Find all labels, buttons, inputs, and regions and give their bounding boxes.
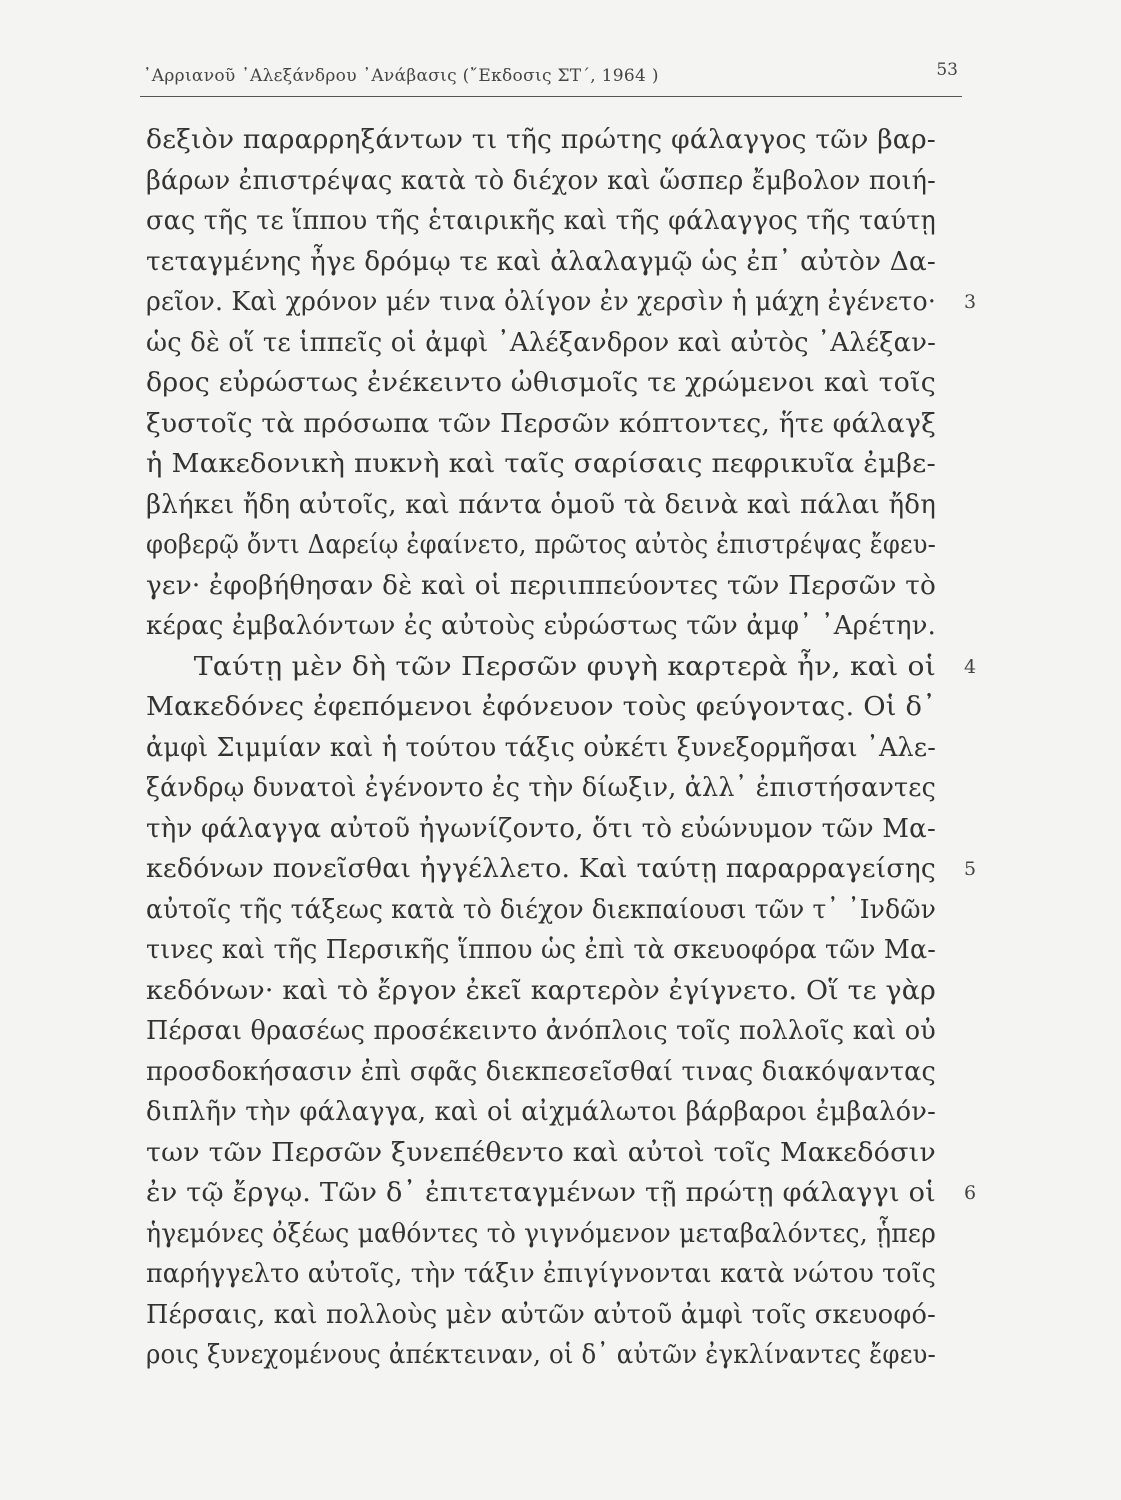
running-title: ᾿Αρριανοῦ ᾿Αλεξάνδρου ᾿Ανάβασις (῎Εκδοσις ΣΤ΄, 1964 ) (143, 66, 659, 86)
text-line (146, 444, 966, 485)
text-line (146, 201, 966, 242)
section-number: 6 (964, 1182, 977, 1204)
text-line (146, 485, 966, 526)
line-text: τινες καὶ τῆς Περσικῆς ἵππου ὡς ἐπὶ τὰ σκευοφόρα τῶν Μα- (146, 935, 936, 965)
text-line (146, 890, 966, 931)
line-text: ρεῖον. Καὶ χρόνον μέν τινα ὀλίγον ἐν χερσὶν ἡ μάχη ἐγένετο· (146, 287, 936, 317)
text-line (146, 120, 966, 161)
line-text: γεν· ἐφοβήθησαν δὲ καὶ οἱ περιιππεύοντες τῶν Περσῶν τὸ (146, 570, 936, 601)
line-text: ἡγεμόνες ὀξέως μαθόντες τὸ γιγνόμενον μεταβαλόντες, ᾗπερ (146, 1218, 936, 1249)
text-line (146, 728, 966, 769)
text-line (146, 566, 966, 607)
text-line (146, 1052, 966, 1093)
line-text: ὡς δὲ οἵ τε ἱππεῖς οἱ ἀμφὶ ᾿Αλέξανδρον καὶ αὐτὸς ᾿Αλέξαν- (146, 327, 936, 358)
line-text: τεταγμένης ἦγε δρόμῳ τε καὶ ἀλαλαγμῷ ὡς ἐπ᾿ αὐτὸν Δα- (146, 246, 936, 277)
text-line (146, 363, 966, 404)
text-line (146, 849, 977, 890)
line-text: κέρας ἐμβαλόντων ἐς αὐτοὺς εὐρώστως τῶν ἀμφ᾿ ᾿Αρέτην. (146, 611, 936, 641)
line-text: Πέρσαις, καὶ πολλοὺς μὲν αὐτῶν αὐτοῦ ἀμφὶ τοῖς σκευοφό- (146, 1299, 936, 1330)
body-text (146, 120, 977, 1376)
line-text: δρος εὐρώστως ἐνέκειντο ὠθισμοῖς τε χρώμενοι καὶ τοῖς (146, 368, 937, 398)
text-line (146, 606, 966, 647)
line-text: ἡ Μακεδονικὴ πυκνὴ καὶ ταῖς σαρίσαις πεφρικυῖα ἐμβε- (146, 449, 936, 479)
text-line (146, 647, 977, 688)
text-line (146, 1295, 966, 1336)
line-text: προσδοκήσασιν ἐπὶ σφᾶς διεκπεσεῖσθαί τινας διακόψαντας (146, 1056, 936, 1087)
header-rule (140, 96, 962, 97)
text-line (146, 809, 966, 850)
text-line (146, 1335, 966, 1376)
line-text: αὐτοῖς τῆς τάξεως κατὰ τὸ διέχον διεκπαίουσι τῶν τ᾿ ᾿Ινδῶν (146, 894, 936, 925)
text-line (146, 323, 966, 364)
text-line (146, 768, 966, 809)
line-text: παρήγγελτο αὐτοῖς, τὴν τάξιν ἐπιγίγνονται κατὰ νώτου τοῖς (146, 1259, 936, 1289)
line-text: ροις ξυνεχομένους ἀπέκτειναν, οἱ δ᾿ αὐτῶν ἐγκλίναντες ἔφευ- (146, 1340, 936, 1370)
line-text: βλήκει ἤδη αὐτοῖς, καὶ πάντα ὁμοῦ τὰ δεινὰ καὶ πάλαι ἤδη (146, 489, 936, 520)
line-text: ξυστοῖς τὰ πρόσωπα τῶν Περσῶν κόπτοντες, ἥτε φάλαγξ (146, 408, 936, 439)
line-text: βάρων ἐπιστρέψας κατὰ τὸ διέχον καὶ ὥσπερ ἔμβολον ποιή- (146, 165, 936, 196)
line-text: Ταύτῃ μὲν δὴ τῶν Περσῶν φυγὴ καρτερὰ ἦν, καὶ οἱ (193, 651, 937, 682)
line-text: ξάνδρῳ δυνατοὶ ἐγένοντο ἐς τὴν δίωξιν, ἀλλ᾿ ἐπιστήσαντες (146, 773, 936, 803)
line-text: κεδόνων πονεῖσθαι ἠγγέλλετο. Καὶ ταύτῃ παραρραγείσης (146, 854, 937, 884)
section-number: 4 (964, 655, 977, 678)
section-number: 5 (964, 858, 977, 880)
line-text: διπλῆν τὴν φάλαγγα, καὶ οἱ αἰχμάλωτοι βάρβαροι ἐμβαλόν- (146, 1097, 936, 1127)
line-text: Πέρσαι θρασέως προσέκειντο ἀνόπλοις τοῖς πολλοῖς καὶ οὐ (146, 1016, 936, 1046)
text-line (146, 282, 977, 323)
line-text: των τῶν Περσῶν ξυνεπέθεντο καὶ αὐτοὶ τοῖς Μακεδόσιν (146, 1137, 936, 1168)
line-text: κεδόνων· καὶ τὸ ἔργον ἐκεῖ καρτερὸν ἐγίγνετο. Οἵ τε γὰρ (146, 975, 936, 1006)
text-line (146, 1214, 966, 1255)
text-line (146, 930, 966, 971)
text-line (146, 525, 966, 566)
line-text: φοβερῷ ὄντι Δαρείῳ ἐφαίνετο, πρῶτος αὐτὸς ἐπιστρέψας ἔφευ- (146, 530, 936, 560)
line-text: ἀμφὶ Σιμμίαν καὶ ἡ τούτου τάξις οὐκέτι ξυνεξορμῆσαι ᾿Αλε- (146, 732, 936, 763)
text-line (146, 1173, 977, 1214)
text-line (146, 1092, 966, 1133)
line-text: δεξιὸν παραρρηξάντων τι τῆς πρώτης φάλαγγος τῶν βαρ- (146, 125, 936, 155)
text-line (146, 161, 966, 202)
section-number: 3 (964, 291, 977, 313)
text-line (146, 1133, 966, 1174)
text-line (146, 404, 966, 445)
page-number: 53 (936, 60, 958, 80)
text-line (146, 971, 966, 1012)
line-text: ἐν τῷ ἔργῳ. Τῶν δ᾿ ἐπιτεταγμένων τῇ πρώτῃ φάλαγγι οἱ (146, 1178, 936, 1208)
running-head (143, 60, 963, 96)
line-text: σας τῆς τε ἵππου τῆς ἑταιρικῆς καὶ τῆς φάλαγγος τῆς ταύτῃ (146, 206, 936, 236)
line-text: Μακεδόνες ἐφεπόμενοι ἐφόνευον τοὺς φεύγοντας. Οἱ δ᾿ (146, 692, 936, 722)
text-line (146, 1011, 966, 1052)
text-line (146, 1254, 966, 1295)
text-line (146, 242, 966, 283)
text-line (146, 687, 966, 728)
line-text: τὴν φάλαγγα αὐτοῦ ἠγωνίζοντο, ὅτι τὸ εὐώνυμον τῶν Μα- (146, 813, 936, 844)
